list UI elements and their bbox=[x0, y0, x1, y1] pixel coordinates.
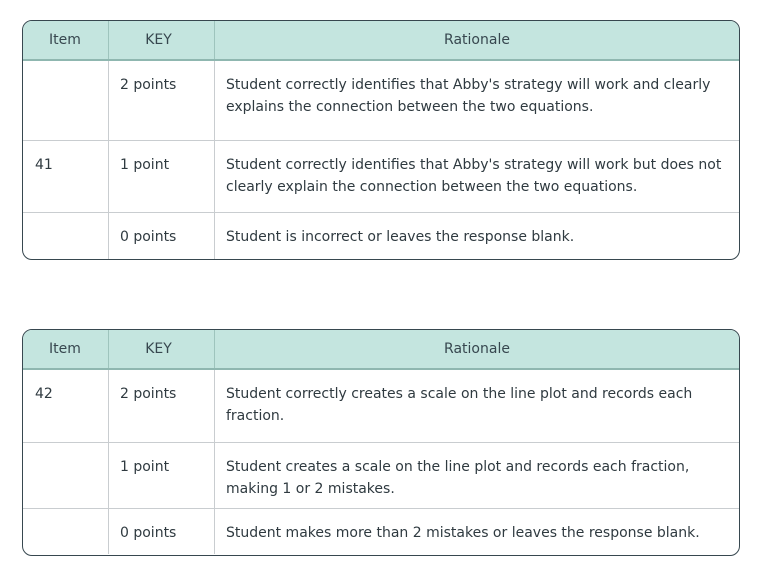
rationale-cell: Student correctly creates a scale on the line plot and records each fraction. bbox=[226, 386, 693, 424]
item-cell bbox=[23, 509, 109, 554]
item-cell bbox=[23, 443, 109, 508]
table-row bbox=[23, 508, 739, 554]
key-cell: 0 points bbox=[109, 213, 215, 259]
table-row bbox=[23, 442, 739, 508]
key-cell: 2 points bbox=[109, 370, 215, 442]
header-item: Item bbox=[23, 21, 109, 59]
header-item: Item bbox=[23, 330, 109, 368]
header-rationale: Rationale bbox=[444, 32, 510, 48]
table-row bbox=[23, 140, 739, 212]
key-cell: 1 point bbox=[109, 443, 215, 508]
item-cell bbox=[23, 213, 109, 259]
item-cell: 42 bbox=[23, 370, 109, 442]
key-cell: 2 points bbox=[109, 61, 215, 140]
table-header bbox=[23, 330, 739, 370]
rationale-cell: Student makes more than 2 mistakes or leaves the response blank. bbox=[226, 525, 700, 541]
table-row bbox=[23, 212, 739, 259]
rationale-cell: Student creates a scale on the line plot and records each fraction, making 1 or 2 mistakes. bbox=[226, 459, 690, 497]
table-row bbox=[23, 370, 739, 442]
rationale-cell: Student correctly identifies that Abby's strategy will work but does not clearly explain the connection between the two equations. bbox=[226, 157, 722, 195]
header-key: KEY bbox=[109, 21, 215, 59]
header-rationale: Rationale bbox=[444, 341, 510, 357]
rationale-cell: Student correctly identifies that Abby's strategy will work and clearly explains the connection between the two equations. bbox=[226, 77, 711, 115]
rubric-table-item-42 bbox=[22, 329, 740, 556]
key-cell: 1 point bbox=[109, 141, 215, 212]
rationale-cell: Student is incorrect or leaves the response blank. bbox=[226, 229, 575, 245]
table-header bbox=[23, 21, 739, 61]
key-cell: 0 points bbox=[109, 509, 215, 554]
rubric-table-item-41 bbox=[22, 20, 740, 260]
header-key: KEY bbox=[109, 330, 215, 368]
table-row bbox=[23, 61, 739, 140]
item-cell bbox=[23, 61, 109, 140]
item-cell: 41 bbox=[23, 141, 109, 212]
